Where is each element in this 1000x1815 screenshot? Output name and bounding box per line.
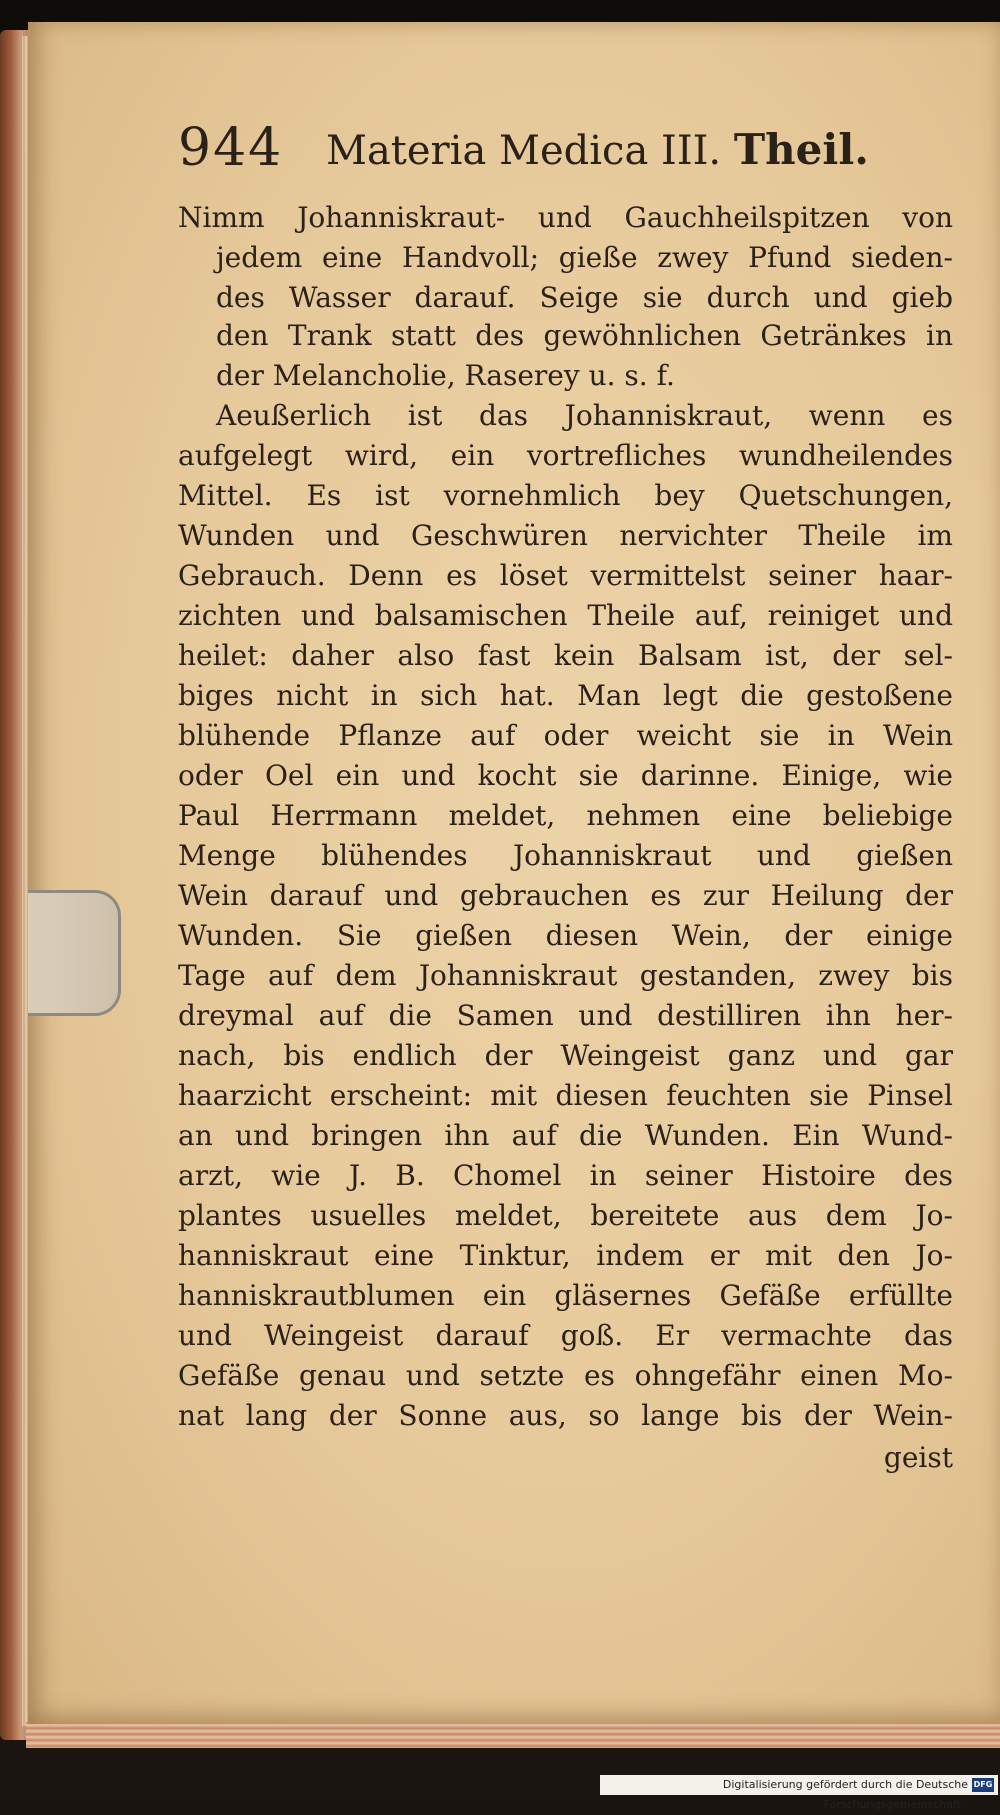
text-line: zichten und balsamischen Theile auf, reiniget und (178, 599, 953, 632)
text-line: Mittel. Es ist vornehmlich bey Quetschungen, (178, 479, 953, 512)
text-line: Paul Herrmann meldet, nehmen eine beliebige (178, 799, 953, 832)
text-line: des Wasser darauf. Seige sie durch und gieb (216, 281, 953, 314)
page-clip (28, 890, 121, 1016)
text-line: oder Oel ein und kocht sie darinne. Einige, wie (178, 759, 953, 792)
body-text (178, 196, 953, 1636)
text-line: an und bringen ihn auf die Wunden. Ein Wund- (178, 1119, 953, 1152)
text-line: der Melancholie, Raserey u. s. f. (216, 359, 675, 392)
dfg-logo: DFG (972, 1778, 994, 1792)
text-line: plantes usuelles meldet, bereitete aus dem Jo- (178, 1199, 953, 1232)
text-line: Gefäße genau und setzte es ohngefähr einen Mo- (178, 1359, 953, 1392)
text-line: hanniskrautblumen ein gläsernes Gefäße erfüllte (178, 1279, 953, 1312)
page-bottom-edge (26, 1722, 1000, 1748)
text-line: aufgelegt wird, ein vortrefliches wundheilendes (178, 439, 953, 472)
text-line: haarzicht erscheint: mit diesen feuchten sie Pinsel (178, 1079, 953, 1112)
text-line: Aeußerlich ist das Johanniskraut, wenn es (216, 399, 953, 432)
running-title-text: Materia Medica III. (326, 128, 734, 174)
digitization-credit (600, 1775, 998, 1811)
credit-text: Digitalisierung gefördert durch die Deutsche Forschungsgemeinschaft · (722, 1778, 968, 1811)
text-line: heilet: daher also fast kein Balsam ist, der sel- (178, 639, 953, 672)
running-title-part: Theil. (733, 125, 869, 174)
text-line: Wein darauf und gebrauchen es zur Heilung der (178, 879, 953, 912)
text-line: nat lang der Sonne aus, so lange bis der Wein- (178, 1399, 953, 1432)
text-line: und Weingeist darauf goß. Er vermachte das (178, 1319, 953, 1352)
text-line: dreymal auf die Samen und destilliren ihn her- (178, 999, 953, 1032)
catchword: geist (883, 1441, 953, 1474)
text-line: Wunden. Sie gießen diesen Wein, der einige (178, 919, 953, 952)
text-line: Nimm Johanniskraut- und Gauchheilspitzen von (178, 201, 953, 234)
text-line: Menge blühendes Johanniskraut und gießen (178, 839, 953, 872)
page-header (178, 118, 938, 188)
text-line: Gebrauch. Denn es löset vermittelst seiner haar- (178, 559, 953, 592)
text-line: Wunden und Geschwüren nervichter Theile im (178, 519, 953, 552)
text-line: den Trank statt des gewöhnlichen Getränkes in (216, 319, 953, 352)
text-line: blühende Pflanze auf oder weicht sie in Wein (178, 719, 953, 752)
text-line: biges nicht in sich hat. Man legt die gestoßene (178, 679, 953, 712)
text-line: arzt, wie J. B. Chomel in seiner Histoire des (178, 1159, 953, 1192)
page-number: 944 (178, 118, 284, 178)
text-line: nach, bis endlich der Weingeist ganz und gar (178, 1039, 953, 1072)
text-line: Tage auf dem Johanniskraut gestanden, zwey bis (178, 959, 953, 992)
text-line: jedem eine Handvoll; gieße zwey Pfund sieden- (216, 241, 953, 274)
running-title (326, 122, 869, 179)
text-line: hanniskraut eine Tinktur, indem er mit den Jo- (178, 1239, 953, 1272)
